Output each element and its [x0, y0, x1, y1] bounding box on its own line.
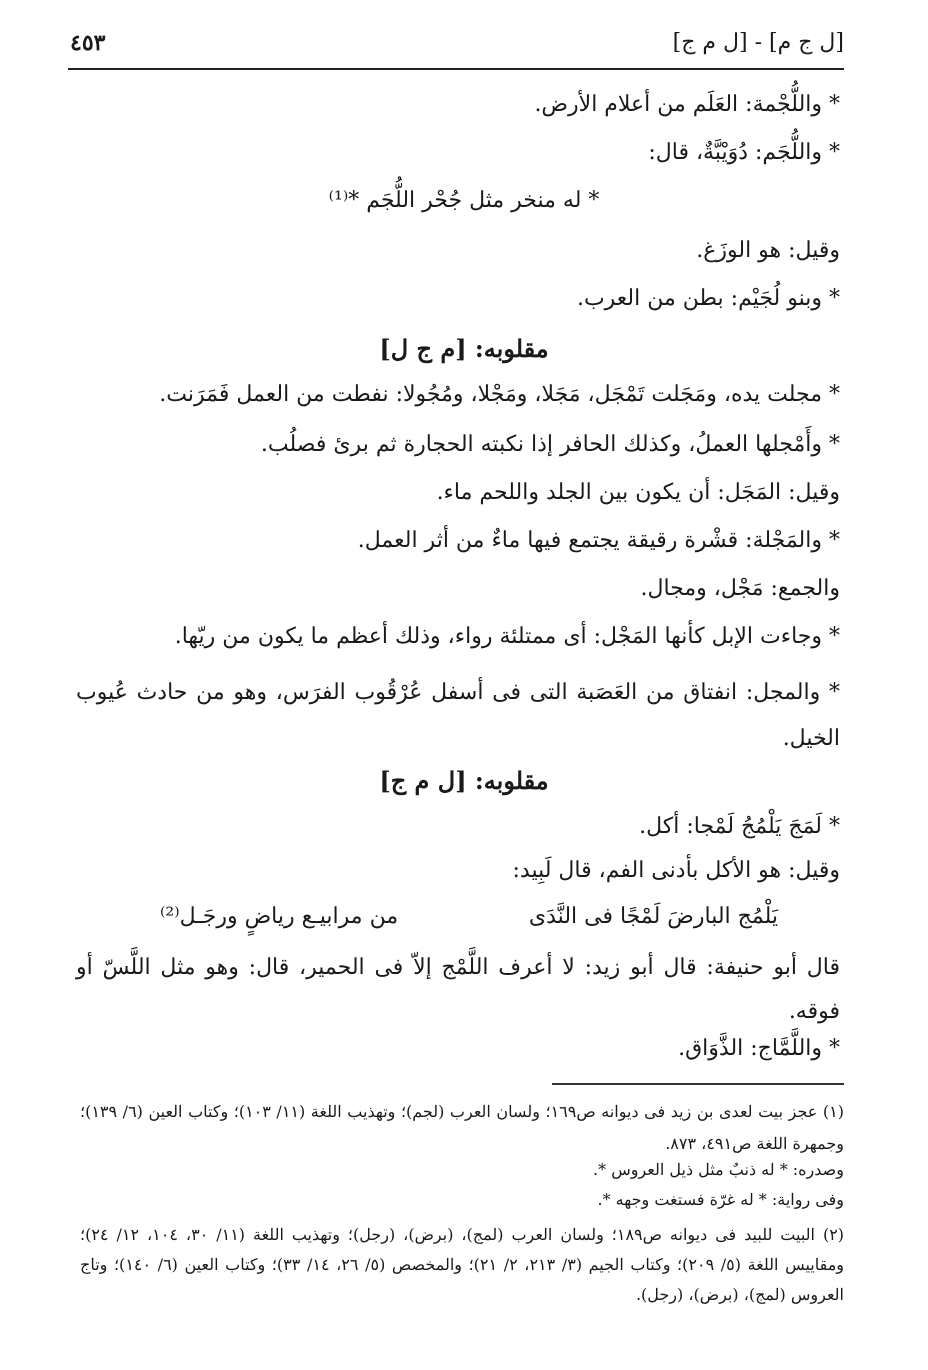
text-line: * والمَجْلة: قشْرة رقيقة يجتمع فيها ماءٌ من أثر العمل. — [357, 528, 840, 553]
page-number: ٤٥٣ — [70, 30, 106, 56]
footnote-line: وصدره: * له ذنبٌ مثل ذيل العروس *. — [593, 1160, 844, 1179]
text-line: * وجاءت الإبل كأنها المَجْل: أى ممتلئة رواء، وذلك أعظم ما يكون من ريّها. — [174, 624, 840, 649]
verse-right-hemistich: يَلْمُج البارضَ لَمْجًا فى النَّدَى — [528, 904, 778, 929]
text-paragraph: * والمجل: انفتاق من العَصَبة التى فى أسفل عُرْقُوب الفرَس، وهو من حادث عُيوب الخيل. — [76, 680, 840, 751]
text-line: والجمع: مَجْل، ومجال. — [640, 576, 840, 601]
text-line: وقيل: هو الوزَغ. — [696, 238, 840, 263]
text-line: * واللُّجَم: دُوَيْبَّةٌ، قال: — [648, 140, 840, 165]
text-line: * لَمَجَ يَلْمُجُ لَمْجا: أكل. — [639, 814, 840, 839]
footnote: (١) عجز بيت لعدى بن زيد فى ديوانه ص١٦٩؛ ولسان العرب (لجم)؛ وتهذيب اللغة (١١/ ١٠٣)؛ وكتاب العين (٦/ ١٣٩)؛ وجمهرة اللغة ص٤٩١، ٨٧٣. — [80, 1102, 844, 1153]
running-head: [ل ج م] - [ل م ج] — [672, 30, 844, 55]
footnote-line: وفى رواية: * له غرّة فستغت وجهه *. — [597, 1190, 844, 1209]
text-line: * وبنو لُجَيْم: بطن من العرب. — [576, 286, 840, 311]
text-line: وقيل: المَجَل: أن يكون بين الجلد واللحم ماء. — [436, 480, 840, 505]
text-line: * واللُّجْمة: العَلَم من أعلام الأرض. — [534, 92, 840, 117]
footnote: (٢) البيت للبيد فى ديوانه ص١٨٩؛ ولسان العرب (لمج)، (برض)، (رجل)؛ وتهذيب اللغة (١١/ ٣٠، ١٠٤، ١٢/ ٢٤)؛ ومقاييس اللغة (٥/ ٢٠٩)؛ وكتاب الجيم (٣/ ٢١٣، ٢/ ٢١)؛ والمخصص (٥/ ٢٦، ١٤/ ٣٣)؛ وكتاب العين (٦/ ١٤٠)؛ وتاج العروس (لمج)، (برض)، (رجل). — [80, 1225, 845, 1304]
verse-left-hemistich: من مرابيـع رياضٍ ورجَـل⁽²⁾ — [160, 904, 399, 929]
footnote-rule — [552, 1083, 844, 1085]
section-heading: مقلوبه: [م ج ل] — [379, 334, 549, 363]
header-rule — [68, 68, 844, 70]
text-line: * واللَّمَّاج: الذَّوَاق. — [678, 1036, 840, 1061]
text-paragraph: قال أبو حنيفة: قال أبو زيد: لا أعرف اللَّمْج إلاّ فى الحمير، قال: وهو مثل اللَّسّ أو فوقه. — [76, 955, 840, 1024]
text-line: * مجلت يده، ومَجَلت تَمْجَل، مَجَلا، ومَجْلا، ومُجُولا: نفطت من العمل فَمَرَنت. — [159, 382, 840, 407]
text-line: * وأَمْجلها العملُ، وكذلك الحافر إذا نكبته الحجارة ثم برئ فصلُب. — [260, 432, 840, 457]
verse-line: * له منخر مثل جُحْر اللُّجَم *⁽¹⁾ — [328, 188, 600, 213]
text-line: وقيل: هو الأكل بأدنى الفم، قال لَبِيد: — [512, 858, 840, 883]
section-heading: مقلوبه: [ل م ج] — [379, 766, 549, 795]
